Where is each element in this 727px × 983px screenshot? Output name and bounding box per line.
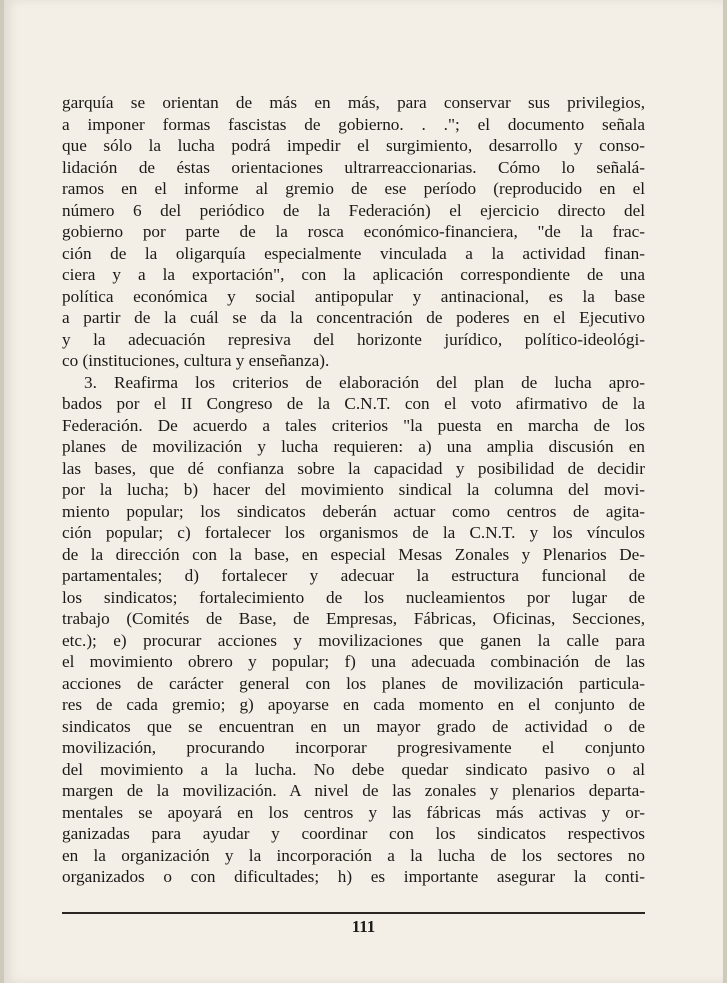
text-line: sindicatos que se encuentran en un mayor grado de actividad o de [62,716,645,736]
text-line: planes de movilización y lucha requieren: a) una amplia discusión en [62,437,645,456]
text-line: número 6 del periódico de la Federación) el ejercicio directo del [62,200,645,220]
text-line: partamentales; d) fortalecer y adecuar la estructura funcional de [62,566,645,585]
text-line: mentales se apoyará en los centros y las fábricas más activas y or- [62,802,645,822]
footer-rule [62,912,645,914]
text-line: política económica y social antipopular y antinacional, es la base [62,286,645,306]
text-line: movilización, procurando incorporar progresivamente el conjunto [62,738,645,757]
text-line: el movimiento obrero y popular; f) una adecuada combinación de las [62,652,645,671]
body-text [62,92,645,888]
text-line: que sólo la lucha podrá impedir el surgimiento, desarrollo y conso- [62,136,645,155]
page-number: 111 [351,917,376,936]
text-line: ción de la oligarquía especialmente vinculada a la actividad finan- [62,243,645,263]
book-page [4,0,723,983]
text-line: organizados o con dificultades; h) es importante asegurar la conti- [62,867,645,886]
text-line: ramos en el informe al gremio de ese período (reproducido en el [62,179,645,198]
text-line: los sindicatos; fortalecimiento de los nucleamientos por lugar de [62,587,645,607]
text-line: bados por el II Congreso de la C.N.T. con el voto afirmativo de la [62,394,645,413]
text-line: co (instituciones, cultura y enseñanza). [62,351,330,370]
text-line: del movimiento a la lucha. No debe quedar sindicato pasivo o al [62,759,645,779]
text-line: 3. Reafirma los criterios de elaboración del plan de lucha apro- [84,372,645,392]
text-line: Federación. De acuerdo a tales criterios "la puesta en marcha de los [62,415,645,435]
text-line: ciera y a la exportación", con la aplicación correspondiente de una [62,265,645,284]
text-line: a partir de la cuál se da la concentración de poderes en el Ejecutivo [62,308,645,327]
text-line: a imponer formas fascistas de gobierno. . ."; el documento señala [62,114,645,134]
text-line: lidación de éstas orientaciones ultrarreaccionarias. Cómo lo señalá- [62,157,645,177]
text-line: miento popular; los sindicatos deberán actuar como centros de agita- [62,501,645,521]
text-line: las bases, que dé confianza sobre la capacidad y posibilidad de decidir [62,458,645,478]
text-line: res de cada gremio; g) apoyarse en cada momento en el conjunto de [62,695,645,714]
text-line: y la adecuación represiva del horizonte jurídico, político-ideológi- [62,329,645,349]
text-line: acciones de carácter general con los planes de movilización particula- [62,673,645,693]
text-line: ganizadas para ayudar y coordinar con los sindicatos respectivos [62,824,645,843]
text-line: margen de la movilización. A nivel de las zonales y plenarios departa- [62,781,645,800]
text-line: etc.); e) procurar acciones y movilizaciones que ganen la calle para [62,630,645,650]
text-line: por la lucha; b) hacer del movimiento sindical la columna del movi- [62,480,645,499]
text-line: en la organización y la incorporación a la lucha de los sectores no [62,845,645,865]
text-line: gobierno por parte de la rosca económico-financiera, "de la frac- [62,222,645,241]
text-line: trabajo (Comités de Base, de Empresas, Fábricas, Oficinas, Secciones, [62,609,645,628]
text-line: ción popular; c) fortalecer los organismos de la C.N.T. y los vínculos [62,523,645,542]
text-line: garquía se orientan de más en más, para conservar sus privilegios, [62,93,645,112]
text-line: de la dirección con la base, en especial Mesas Zonales y Plenarios De- [62,544,645,564]
